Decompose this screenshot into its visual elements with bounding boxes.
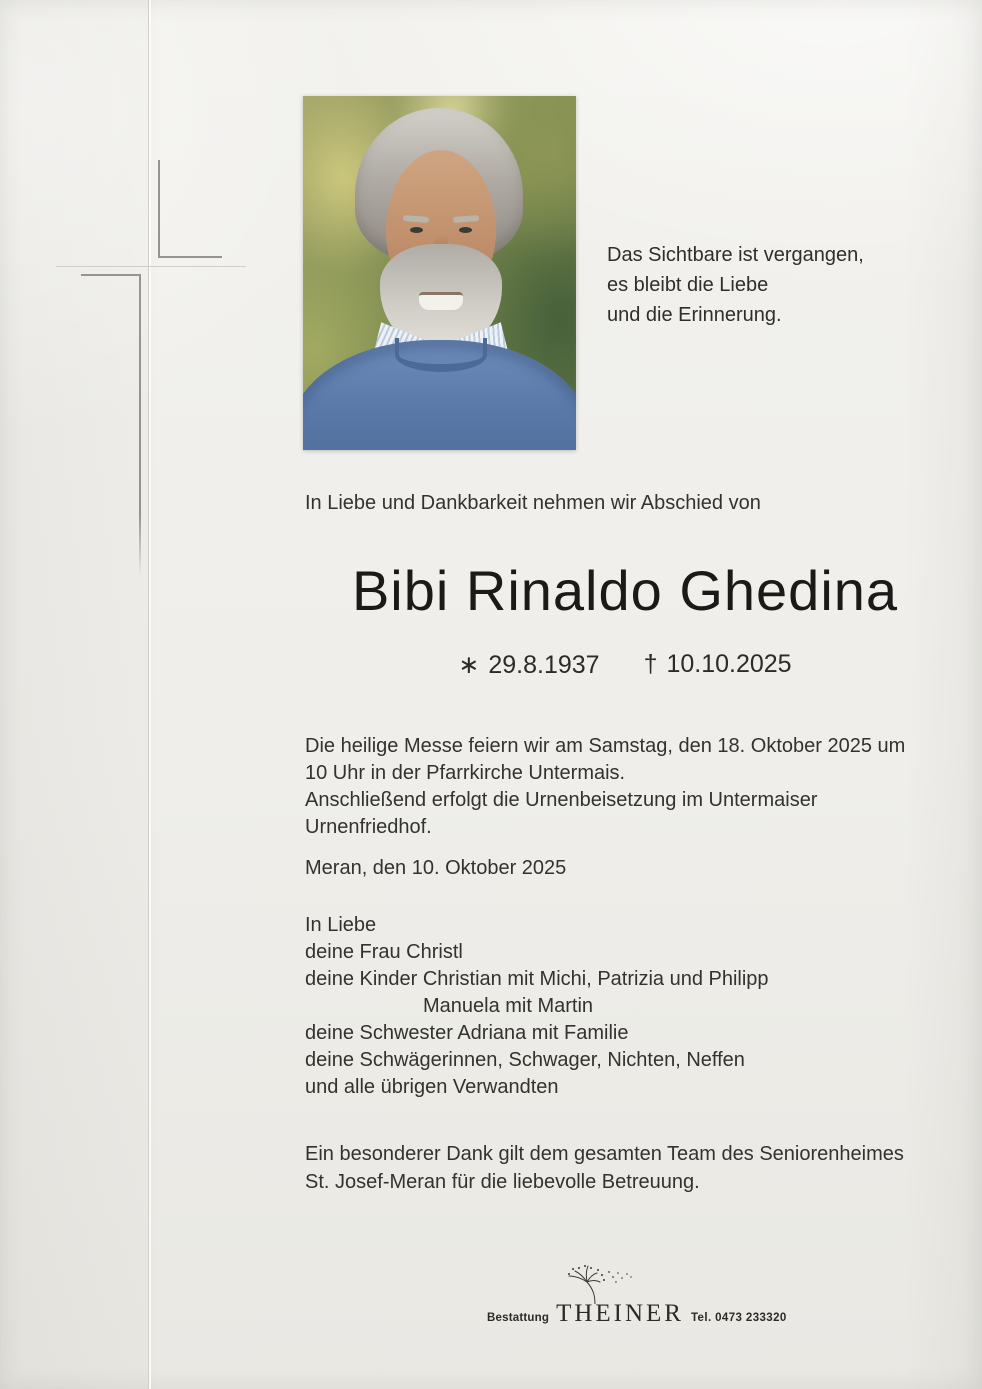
mourning-family-list: [305, 912, 769, 1101]
cross-horizontal-top-line: [158, 256, 222, 258]
funeral-home-logo: [487, 1266, 787, 1334]
death-date: 10.10.2025: [666, 650, 792, 678]
family-line: deine Schwägerinnen, Schwager, Nichten, Neffen: [305, 1049, 745, 1071]
death-date-group: [644, 650, 792, 680]
family-line: deine Frau Christl: [305, 941, 463, 963]
photo-sweater-neckline: [395, 338, 487, 372]
cross-horizontal-light-line: [56, 266, 246, 267]
family-line: Manuela mit Martin: [423, 995, 594, 1017]
family-line: In Liebe: [305, 914, 377, 936]
quote-line: und die Erinnerung.: [607, 304, 782, 326]
deceased-name: Bibi Rinaldo Ghedina: [351, 559, 899, 622]
died-symbol: †: [643, 650, 658, 678]
place-dateline: Meran, den 10. Oktober 2025: [305, 857, 567, 879]
thanks-line: Ein besonderer Dank gilt dem gesamten Team des Seniorenheimes: [305, 1143, 904, 1165]
logo-text-row: [487, 1300, 787, 1328]
cross-vertical-bottom-line: [139, 274, 141, 576]
logo-prefix: Bestattung: [487, 1312, 550, 1324]
family-line: deine Schwester Adriana mit Familie: [305, 1022, 629, 1044]
paper-fold-highlight: [149, 0, 151, 1389]
memorial-quote: [607, 240, 864, 330]
announcement-line: Anschließend erfolgt die Urnenbeisetzung im Untermaiser: [305, 789, 818, 811]
thanks-note: [305, 1140, 904, 1196]
family-line: und alle übrigen Verwandten: [305, 1076, 559, 1098]
farewell-intro: In Liebe und Dankbarkeit nehmen wir Abschied von: [305, 492, 761, 514]
mass-announcement: [305, 733, 905, 841]
quote-line: Das Sichtbare ist vergangen,: [607, 244, 864, 266]
cross-vertical-top-line: [158, 160, 160, 258]
portrait-photo: [303, 96, 576, 450]
photo-mouth: [419, 292, 463, 310]
announcement-line: 10 Uhr in der Pfarrkirche Untermais.: [305, 762, 626, 784]
announcement-line: Die heilige Messe feiern wir am Samstag, den 18. Oktober 2025 um: [305, 735, 906, 757]
birth-date-group: [458, 650, 599, 680]
photo-eye-left: [410, 227, 423, 233]
announcement-line: Urnenfriedhof.: [305, 816, 432, 838]
family-line: deine Kinder Christian mit Michi, Patrizia und Philipp: [305, 968, 769, 990]
logo-name: THEINER: [556, 1300, 684, 1327]
logo-phone: Tel. 0473 233320: [690, 1312, 787, 1324]
life-dates: [300, 650, 950, 680]
quote-line: es bleibt die Liebe: [607, 274, 769, 296]
photo-eye-right: [459, 227, 472, 233]
birth-date: 29.8.1937: [488, 651, 600, 679]
born-symbol: ∗: [458, 651, 480, 679]
cross-horizontal-bottom-line: [81, 274, 141, 276]
thanks-line: St. Josef-Meran für die liebevolle Betreuung.: [305, 1171, 700, 1193]
dandelion-tree-icon: [557, 1264, 635, 1304]
